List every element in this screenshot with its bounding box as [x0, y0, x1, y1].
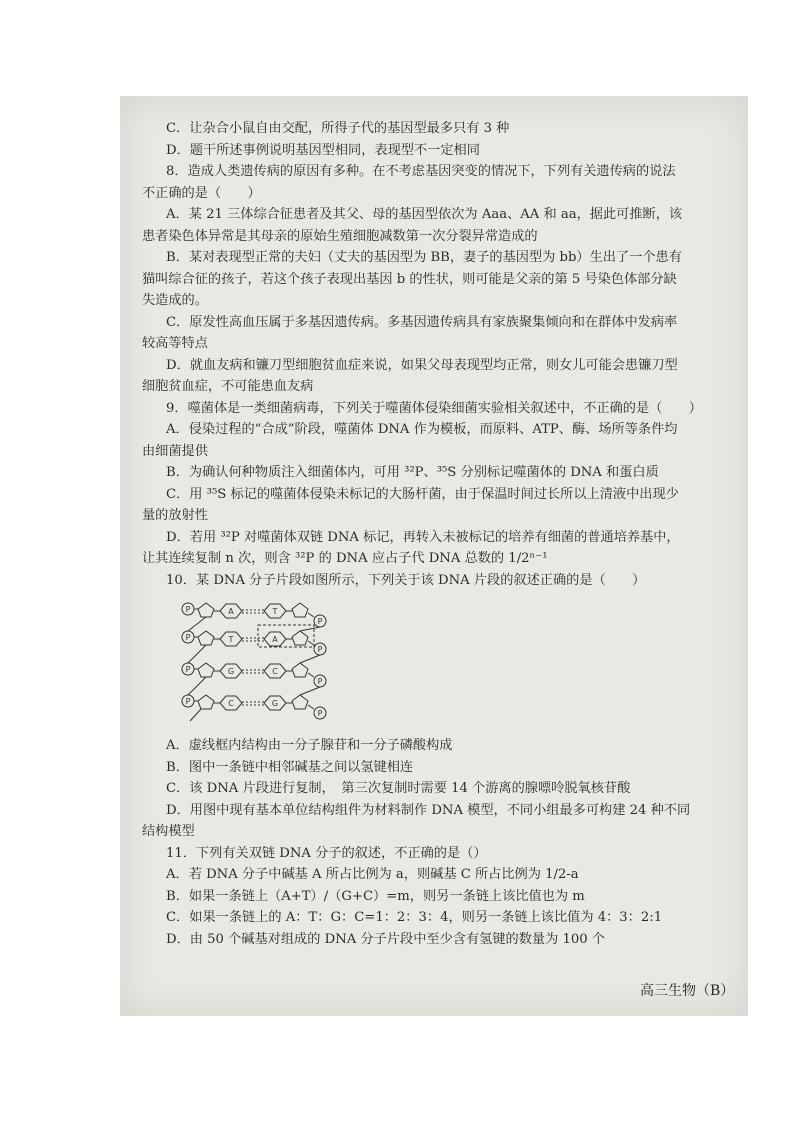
backbone-right	[300, 687, 320, 695]
dna-diagram	[180, 597, 742, 729]
phosphate-label-right: P	[317, 677, 323, 686]
deoxyribose-right	[292, 695, 308, 709]
text-line-q10d1: D．用图中现有基本单位结构组件为材料制作 DNA 模型，不同小组最多可构建 24 种不同	[166, 802, 691, 818]
base-letter-right: G	[271, 699, 279, 708]
text-line-q9c2: 量的放射性	[142, 508, 208, 523]
text-line-q10a: A．虚线框内结构由一分子腺苷和一分子磷酸构成	[166, 738, 453, 753]
base-letter-left: G	[227, 667, 235, 676]
exam-page-photo	[120, 96, 748, 1016]
base-letter-right: T	[272, 607, 278, 616]
text-line-q7c: C．让杂合小鼠自由交配，所得子代的基因型最多只有 3 种	[166, 121, 510, 136]
text-line-q10d2: 结构模型	[142, 824, 195, 839]
bond-right	[308, 673, 314, 677]
base-letter-right: C	[272, 667, 278, 676]
text-line-q7d: D．题干所述事例说明基因型相同，表现型不一定相同	[166, 142, 480, 158]
backbone-end	[190, 709, 201, 721]
text-line-q9a1: A．侵染过程的“合成”阶段，噬菌体 DNA 作为模板，而原料、ATP、酶、场所等条件均	[166, 422, 678, 437]
text-line-q8b1: B．某对表现型正常的夫妇（丈夫的基因型为 BB，妻子的基因型为 bb）生出了一个患有	[166, 250, 682, 265]
text-line-q9d2: 让其连续复制 n 次，则含 ³²P 的 DNA 应占子代 DNA 总数的 1/2ⁿ⁻¹	[142, 551, 548, 566]
text-line-q11c: C．如果一条链上的 A：T：G：C=1：2：3：4，则另一条链上该比值为 4：3：2:1	[166, 910, 663, 925]
backbone-left	[188, 617, 206, 631]
text-line-q8d1: D．就血友病和镰刀型细胞贫血症来说，如果父母表现型均正常，则女儿可能会患镰刀型	[166, 357, 678, 373]
text-line-q8d2: 细胞贫血症，不可能患血友病	[142, 379, 314, 394]
deoxyribose-left	[198, 631, 214, 645]
text-line-q9a2: 由细菌提供	[142, 443, 208, 459]
deoxyribose-left	[198, 695, 214, 709]
text-line-q8a2: 患者染色体异常是其母亲的原始生殖细胞减数第一次分裂异常造成的	[142, 228, 538, 244]
dna-structure-figure	[180, 597, 340, 729]
text-line-q10b: B．图中一条链中相邻碱基之间以氢键相连	[166, 759, 414, 775]
text-line-q8: 8．造成人类遗传病的原因有多种。在不考虑基因突变的情况下，下列有关遗传病的说法	[166, 164, 676, 179]
phosphate-label-left: P	[185, 665, 191, 674]
phosphate-label-right: P	[317, 617, 323, 626]
text-line-q11b: B．如果一条链上（A+T）/（G+C）=m，则另一条链上该比值也为 m	[166, 888, 585, 904]
text-line-q11: 11．下列有关双链 DNA 分子的叙述，不正确的是（）	[166, 845, 487, 861]
text-line-q8a1: A．某 21 三体综合征患者及其父、母的基因型依次为 Aaa、AA 和 aa，据此可推断，该	[166, 207, 683, 222]
exam-content	[142, 118, 742, 950]
text-line-q9b: B．为确认何种物质注入细菌体内，可用 ³²P、³⁵S 分别标记噬菌体的 DNA 和蛋白质	[166, 465, 659, 480]
backbone-left	[188, 677, 206, 695]
text-line-q9d1: D．若用 ³²P 对噬菌体双链 DNA 标记，再转入未被标记的培养有细菌的普通培养基中，	[166, 529, 680, 545]
backbone-right	[300, 627, 320, 631]
text-line-q11d: D．由 50 个碱基对组成的 DNA 分子片段中至少含有氢键的数量为 100 个	[166, 931, 605, 947]
backbone-right	[300, 655, 320, 663]
deoxyribose-left	[198, 603, 214, 617]
phosphate-label-left: P	[185, 633, 191, 642]
deoxyribose-right	[292, 663, 308, 677]
question-block-top	[142, 118, 742, 591]
text-line-q8c2: 较高等特点	[142, 336, 208, 351]
text-line-q8b: 不正确的是（ ）	[142, 185, 261, 201]
base-letter-left: A	[228, 607, 234, 616]
text-line-q8c1: C．原发性高血压属于多基因遗传病。多基因遗传病具有家族聚集倾向和在群体中发病率	[166, 314, 678, 330]
phosphate-label-left: P	[185, 605, 191, 614]
text-line-q9: 9．噬菌体是一类细菌病毒，下列关于噬菌体侵染细菌实验相关叙述中，不正确的是（ ）	[166, 400, 702, 416]
text-line-q9c1: C．用 ³⁵S 标记的噬菌体侵染未标记的大肠杆菌，由于保温时间过长所以上清液中出现少	[166, 486, 679, 502]
bond-right	[308, 613, 314, 617]
backbone-left	[188, 645, 206, 663]
phosphate-label-right: P	[317, 709, 323, 718]
deoxyribose-right	[292, 631, 308, 645]
text-line-q8b3: 失造成的。	[142, 293, 208, 308]
text-line-q10c: C．该 DNA 片段进行复制， 第三次复制时需要 14 个游离的腺嘌呤脱氧核苷酸	[166, 781, 631, 796]
text-line-q8b2: 猫叫综合征的孩子，若这个孩子表现出基因 b 的性状，则可能是父亲的第 5 号染色体部分缺	[142, 271, 677, 287]
base-letter-left: C	[228, 699, 234, 708]
text-line-q10: 10．某 DNA 分子片段如图所示，下列关于该 DNA 片段的叙述正确的是（ ）	[166, 572, 646, 588]
bond-right	[308, 641, 314, 645]
phosphate-label-left: P	[185, 697, 191, 706]
deoxyribose-left	[198, 663, 214, 677]
bond-right	[308, 705, 314, 709]
phosphate-label-right: P	[317, 645, 323, 654]
question-block-bottom	[142, 735, 742, 950]
text-line-q11a: A．若 DNA 分子中碱基 A 所占比例为 a，则碱基 C 所占比例为 1/2-a	[166, 867, 579, 882]
page-footer: 高三生物（B）	[640, 983, 735, 999]
deoxyribose-right	[292, 603, 308, 617]
base-letter-left: T	[228, 635, 234, 644]
base-letter-right: A	[272, 635, 278, 644]
